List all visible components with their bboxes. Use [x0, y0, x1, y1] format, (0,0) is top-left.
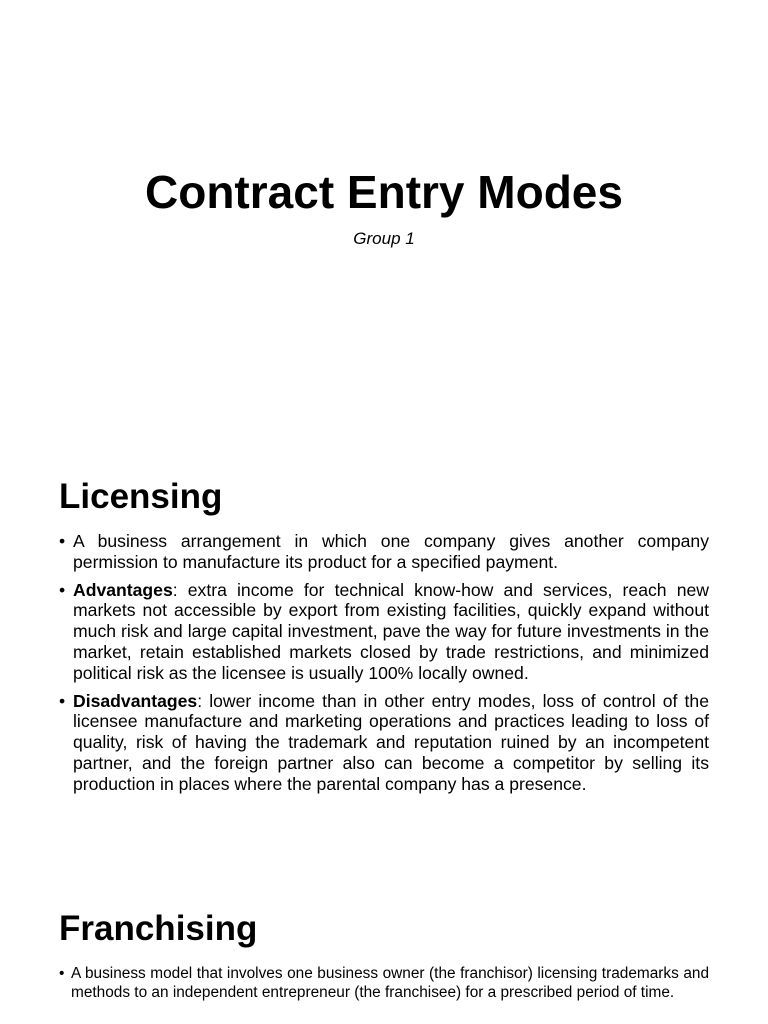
bullet-term: Advantages — [73, 579, 173, 600]
franchising-slide — [0, 864, 768, 1024]
presentation-subtitle: Group 1 — [353, 229, 415, 248]
presentation-title: Contract Entry Modes — [145, 166, 623, 218]
licensing-disadvantages-bullet — [59, 691, 709, 795]
licensing-advantages-bullet — [59, 580, 709, 684]
franchising-definition-bullet — [59, 965, 709, 1002]
franchising-heading: Franchising — [59, 909, 258, 948]
bullet-text: A business model that involves one business owner (the franchisor) licensing trademarks and methods to an independent entrepreneur (the franchisee) for a prescribed period of time. — [71, 965, 709, 1001]
title-slide — [0, 0, 768, 432]
licensing-bullet-list — [59, 531, 709, 802]
licensing-heading: Licensing — [59, 477, 223, 516]
bullet-text: A business arrangement in which one company gives another company permission to manufacture its product for a specified payment. — [73, 531, 709, 572]
licensing-definition-bullet — [59, 531, 709, 573]
licensing-slide — [0, 432, 768, 864]
bullet-text: : lower income than in other entry modes, loss of control of the licensee manufacture and marketing operations and practices leading to loss of quality, risk of having the trademark and reputation ruined by an incompetent partner, and the foreign partner also can become a competitor by selling its production in places where the parental company has a presence. — [73, 690, 709, 794]
franchising-bullet-list — [59, 965, 709, 1009]
bullet-text: : extra income for technical know-how and services, reach new markets not accessible by export from existing facilities, quickly expand without much risk and large capital investment, pave the way for future investments in the market, retain established markets closed by trade restrictions, and minimized political risk as the licensee is usually 100% locally owned. — [73, 579, 709, 683]
bullet-term: Disadvantages — [73, 690, 198, 711]
